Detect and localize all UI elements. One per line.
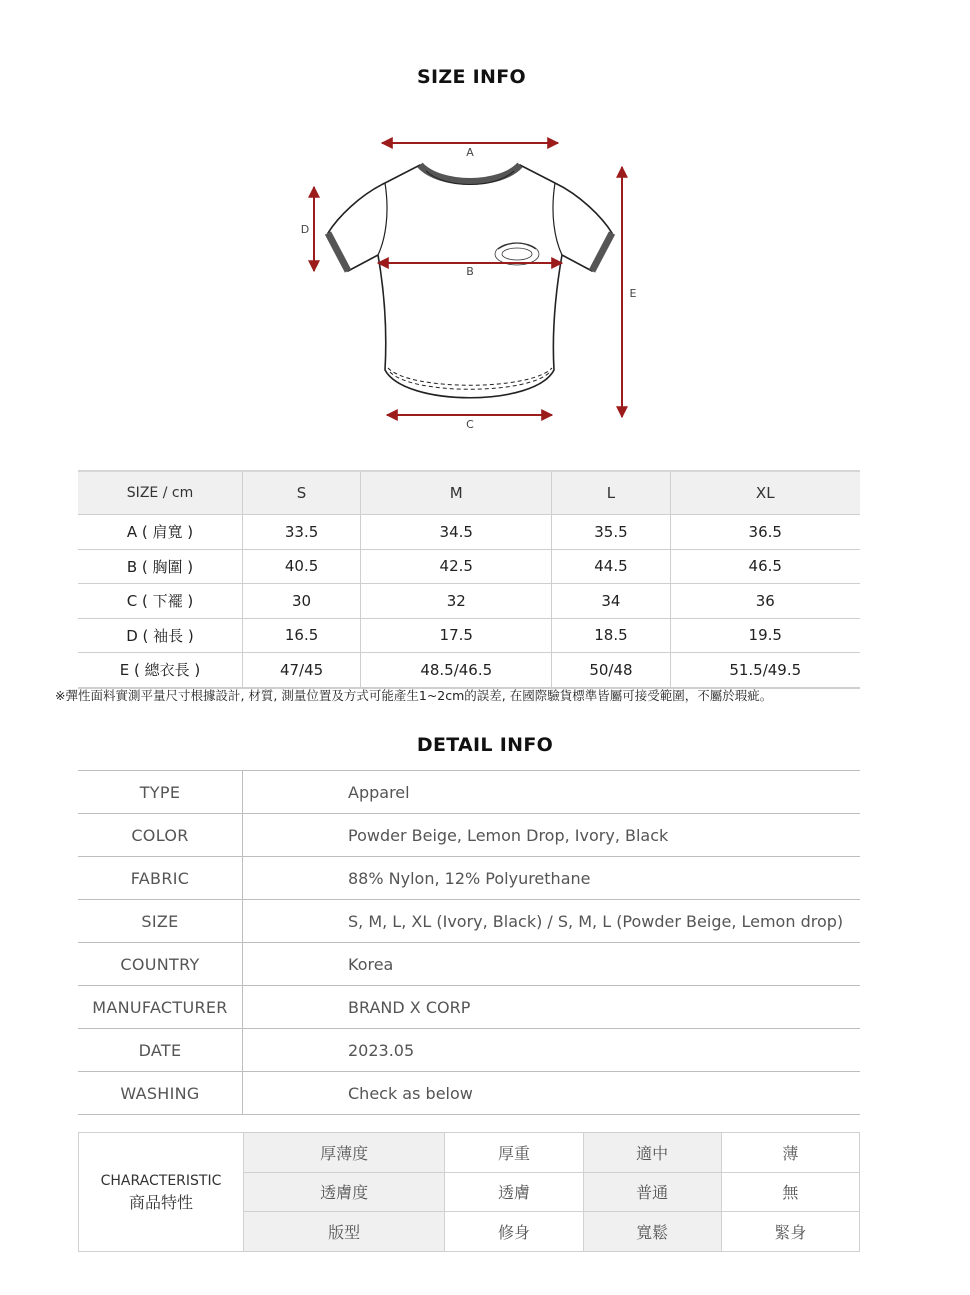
- detail-value: Korea: [243, 943, 861, 986]
- t-shirt-outline-icon: [328, 165, 612, 398]
- characteristic-label-en: CHARACTERISTIC: [100, 1172, 222, 1189]
- row-label: E ( 總衣長 ): [78, 653, 243, 688]
- table-row: [78, 943, 860, 986]
- table-row: [78, 900, 860, 943]
- label-e: E: [629, 287, 637, 300]
- cell: 40.5: [243, 549, 361, 584]
- detail-label: DATE: [78, 1029, 243, 1072]
- cell: 47/45: [243, 653, 361, 688]
- cell: 42.5: [361, 549, 552, 584]
- char-name: 透膚度: [244, 1172, 445, 1212]
- cell: 34: [552, 584, 670, 619]
- detail-label: TYPE: [78, 771, 243, 814]
- cell: 32: [361, 584, 552, 619]
- row-label: D ( 袖長 ): [78, 618, 243, 653]
- row-label: B ( 胸圍 ): [78, 549, 243, 584]
- label-b: B: [466, 265, 474, 278]
- detail-label: COUNTRY: [78, 943, 243, 986]
- detail-value: Apparel: [243, 771, 861, 814]
- char-option-selected: 適中: [583, 1133, 721, 1173]
- cell: 36.5: [670, 515, 860, 550]
- char-name: 厚薄度: [244, 1133, 445, 1173]
- detail-info-title: DETAIL INFO: [416, 734, 554, 756]
- t-shirt-measurement-diagram: [290, 125, 650, 435]
- detail-value: Check as below: [243, 1072, 861, 1115]
- cell: 34.5: [361, 515, 552, 550]
- characteristic-heading: [79, 1133, 244, 1252]
- detail-label: WASHING: [78, 1072, 243, 1115]
- detail-value: S, M, L, XL (Ivory, Black) / S, M, L (Powder Beige, Lemon drop): [243, 900, 861, 943]
- cell: 17.5: [361, 618, 552, 653]
- cell: 35.5: [552, 515, 670, 550]
- table-row: [78, 515, 860, 550]
- detail-value: 2023.05: [243, 1029, 861, 1072]
- cell: 30: [243, 584, 361, 619]
- characteristic-table: [78, 1132, 860, 1252]
- size-header-m: M: [361, 471, 552, 515]
- table-row: [78, 986, 860, 1029]
- cell: 16.5: [243, 618, 361, 653]
- char-option: 厚重: [445, 1133, 583, 1173]
- table-row: [78, 857, 860, 900]
- measurement-note: ※彈性面料實測平量尺寸根據設計, 材質, 測量位置及方式可能產生1~2cm的誤差, 在國際驗貨標準皆屬可接受範圍，不屬於瑕疵。: [55, 688, 773, 703]
- cell: 33.5: [243, 515, 361, 550]
- label-d: D: [300, 223, 310, 236]
- cell: 18.5: [552, 618, 670, 653]
- size-header-l: L: [552, 471, 670, 515]
- detail-label: COLOR: [78, 814, 243, 857]
- cell: 44.5: [552, 549, 670, 584]
- table-row: [78, 653, 860, 688]
- cell: 46.5: [670, 549, 860, 584]
- char-option: 無: [721, 1172, 859, 1212]
- char-option: 薄: [721, 1133, 859, 1173]
- detail-value: Powder Beige, Lemon Drop, Ivory, Black: [243, 814, 861, 857]
- cell: 48.5/46.5: [361, 653, 552, 688]
- cell: 19.5: [670, 618, 860, 653]
- size-info-title: SIZE INFO: [417, 66, 526, 88]
- char-option: 修身: [445, 1212, 583, 1252]
- cell: 36: [670, 584, 860, 619]
- size-header-s: S: [243, 471, 361, 515]
- detail-label: MANUFACTURER: [78, 986, 243, 1029]
- detail-label: SIZE: [78, 900, 243, 943]
- char-option: 緊身: [721, 1212, 859, 1252]
- detail-table: [78, 770, 860, 1115]
- char-option-selected: 普通: [583, 1172, 721, 1212]
- size-header-xl: XL: [670, 471, 860, 515]
- char-option: 透膚: [445, 1172, 583, 1212]
- char-option-selected: 寬鬆: [583, 1212, 721, 1252]
- label-a: A: [466, 146, 474, 159]
- table-row: [78, 1029, 860, 1072]
- size-header-unit: SIZE / cm: [78, 471, 243, 515]
- table-row: [78, 814, 860, 857]
- cell: 50/48: [552, 653, 670, 688]
- detail-value: BRAND X CORP: [243, 986, 861, 1029]
- size-table-header: [78, 471, 860, 515]
- cell: 51.5/49.5: [670, 653, 860, 688]
- row-label: C ( 下襬 ): [78, 584, 243, 619]
- char-name: 版型: [244, 1212, 445, 1252]
- size-table: [78, 470, 860, 689]
- characteristic-label-zh: 商品特性: [128, 1192, 193, 1212]
- table-row: [78, 1072, 860, 1115]
- table-row: [78, 618, 860, 653]
- detail-value: 88% Nylon, 12% Polyurethane: [243, 857, 861, 900]
- table-row: [78, 549, 860, 584]
- detail-label: FABRIC: [78, 857, 243, 900]
- row-label: A ( 肩寬 ): [78, 515, 243, 550]
- table-row: [78, 584, 860, 619]
- table-row: [79, 1133, 860, 1173]
- table-row: [78, 771, 860, 814]
- label-c: C: [466, 418, 474, 431]
